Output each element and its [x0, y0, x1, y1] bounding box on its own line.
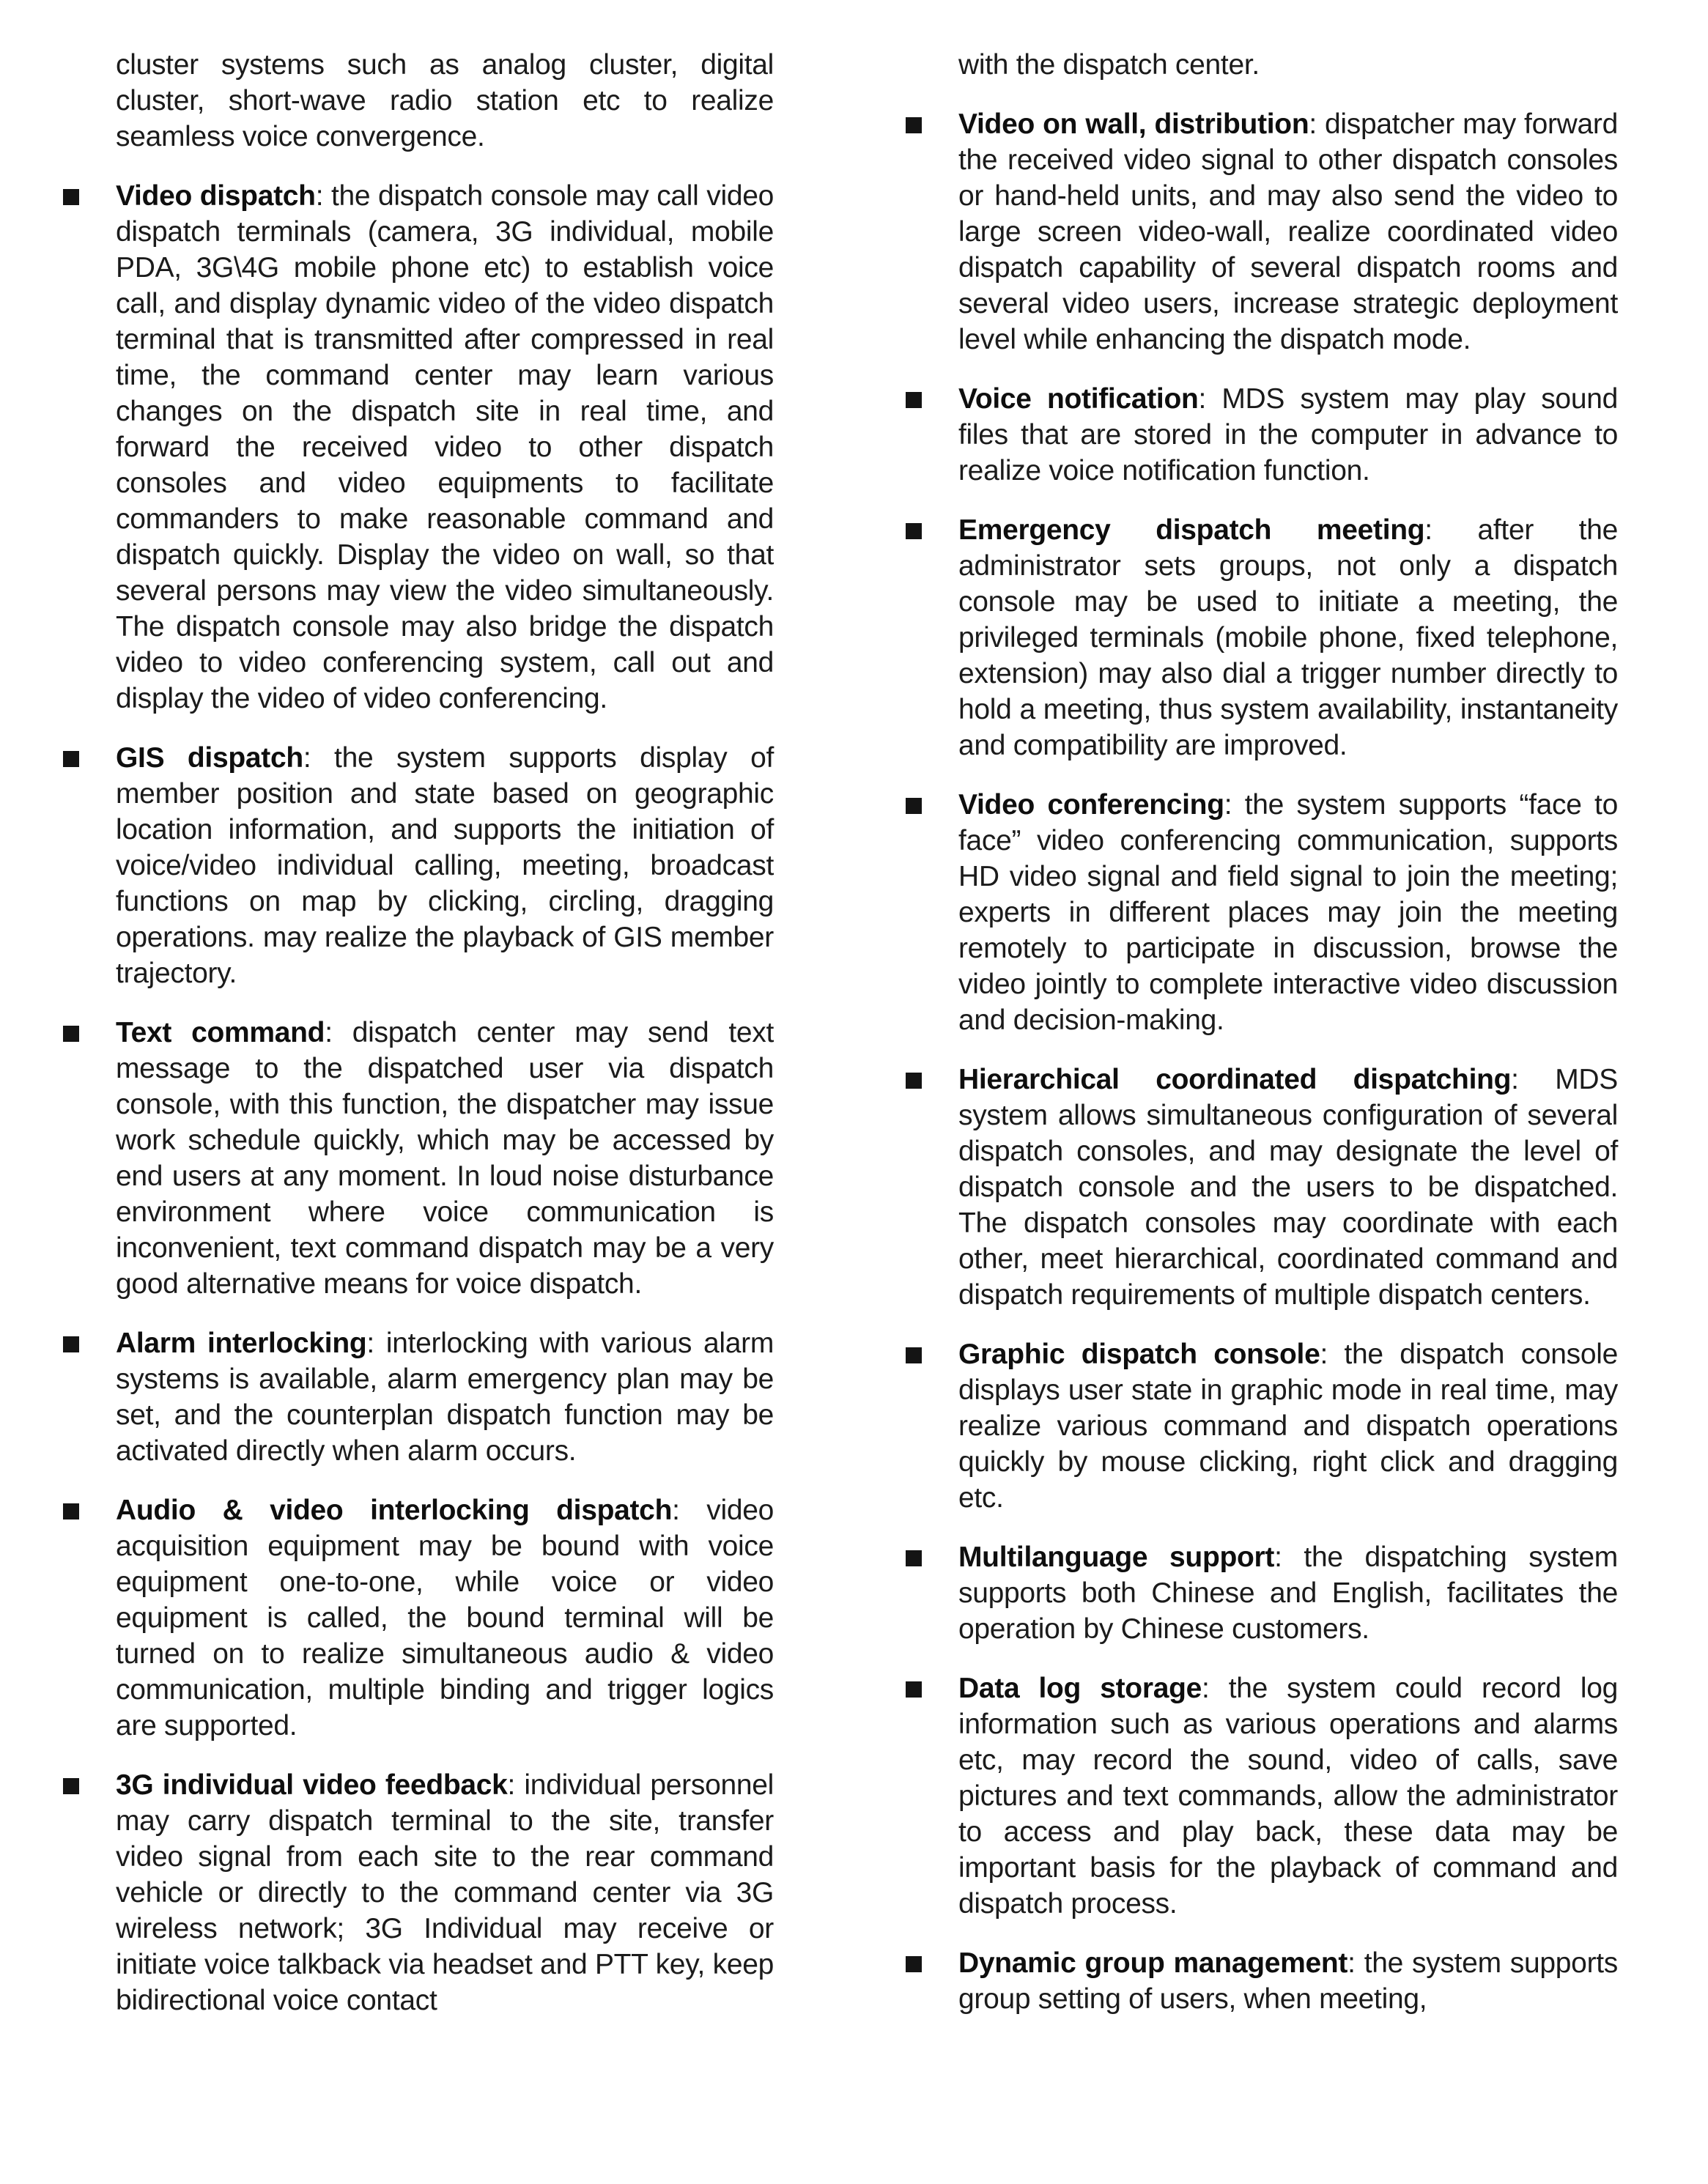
bullet-square-icon — [906, 1347, 922, 1363]
feature-body: : after the administrator sets groups, not only a dispatch console may be used to initiate a meeting, the privileged terminals (mobile phone, fixed telephone, extension) may also dial a trigger number directly to hold a meeting, thus system availability, instantaneity and compatibility are improved. — [958, 514, 1618, 761]
bullet-square-icon — [906, 798, 922, 814]
continuation-paragraph: cluster systems such as analog cluster, digital cluster, short-wave radio station etc to realize seamless voice convergence. — [116, 49, 774, 152]
feature-paragraph — [116, 1015, 774, 1302]
feature-item-text-command — [116, 1015, 774, 1302]
feature-title: Voice notification — [958, 383, 1199, 415]
feature-paragraph — [116, 178, 774, 717]
bullet-square-icon — [63, 751, 79, 767]
feature-body: : the dispatch console may call video dispatch terminals (camera, 3G individual, mobile PDA, 3G\4G mobile phone etc) to establish voice call, and display dynamic video of the video dispatch terminal that is transmitted after compressed in real time, the command center may learn various changes on the dispatch site in real time, and forward the received video to other dispatch consoles and video equipments to facilitate commanders to make reasonable command and dispatch quickly. Display the video on wall, so that several persons may view the video simultaneously. The dispatch console may also bridge the dispatch video to video conferencing system, call out and display the video of video conferencing. — [116, 180, 774, 714]
bullet-square-icon — [906, 1073, 922, 1089]
feature-paragraph — [116, 1492, 774, 1744]
bullet-square-icon — [63, 1503, 79, 1519]
feature-body: : MDS system may play sound files that are stored in the computer in advance to realize voice notification function. — [958, 383, 1618, 486]
feature-paragraph — [958, 1062, 1618, 1313]
feature-paragraph — [958, 381, 1618, 489]
right-column — [958, 47, 1618, 2017]
feature-item-data-log-storage — [958, 1670, 1618, 1922]
feature-item-video-on-wall — [958, 106, 1618, 358]
feature-body: : the dispatch console displays user state in graphic mode in real time, may realize various command and dispatch operations quickly by mouse clicking, right click and dragging etc. — [958, 1339, 1618, 1514]
feature-body: : individual personnel may carry dispatch terminal to the site, transfer video signal from each site to the rear command vehicle or directly to the command center via 3G wireless network; 3G Individual may receive or initiate voice talkback via headset and PTT key, keep bidirectional voice contact — [116, 1769, 774, 2016]
feature-item-video-conferencing — [958, 787, 1618, 1038]
feature-paragraph — [116, 1325, 774, 1469]
bullet-square-icon — [906, 1681, 922, 1698]
feature-item-emergency-dispatch-meeting — [958, 512, 1618, 763]
feature-title: Data log storage — [958, 1673, 1202, 1704]
feature-item-alarm-interlocking — [116, 1325, 774, 1469]
feature-title: Graphic dispatch console — [958, 1339, 1320, 1370]
continuation-paragraph: with the dispatch center. — [958, 49, 1260, 81]
feature-paragraph — [958, 1945, 1618, 2017]
bullet-square-icon — [906, 523, 922, 539]
feature-body: : interlocking with various alarm systems is available, alarm emergency plan may be set, and the counterplan dispatch function may be activated directly when alarm occurs. — [116, 1328, 774, 1467]
feature-paragraph — [958, 1336, 1618, 1516]
feature-title: GIS dispatch — [116, 742, 303, 774]
feature-title: Alarm interlocking — [116, 1328, 367, 1359]
bullet-square-icon — [906, 1956, 922, 1972]
feature-paragraph — [116, 740, 774, 991]
feature-item-graphic-dispatch-console — [958, 1336, 1618, 1516]
feature-paragraph — [958, 1670, 1618, 1922]
bullet-square-icon — [906, 1550, 922, 1566]
feature-item-voice-notification — [958, 381, 1618, 489]
feature-item-hierarchical-dispatching — [958, 1062, 1618, 1313]
feature-item-dynamic-group-management — [958, 1945, 1618, 2017]
feature-body: : video acquisition equipment may be bound with voice equipment one-to-one, while voice or video equipment is called, the bound terminal will be turned on to realize simultaneous audio & video communication, multiple binding and trigger logics are supported. — [116, 1495, 774, 1741]
feature-item-gis-dispatch — [116, 740, 774, 991]
bullet-square-icon — [63, 1778, 79, 1794]
feature-body: : dispatch center may send text message to the dispatched user via dispatch console, with this function, the dispatcher may issue work schedule quickly, which may be accessed by end users at any moment. In loud noise disturbance environment where voice communication is inconvenient, text command dispatch may be a very good alternative means for voice dispatch. — [116, 1017, 774, 1300]
feature-title: Emergency dispatch meeting — [958, 514, 1425, 546]
feature-title: Audio & video interlocking dispatch — [116, 1495, 673, 1526]
feature-title: Multilanguage support — [958, 1541, 1275, 1573]
feature-body: : the dispatching system supports both Chinese and English, facilitates the operation by Chinese customers. — [958, 1541, 1618, 1645]
feature-title: Hierarchical coordinated dispatching — [958, 1064, 1512, 1095]
feature-paragraph — [958, 512, 1618, 763]
feature-paragraph — [958, 787, 1618, 1038]
feature-paragraph — [958, 1539, 1618, 1647]
feature-item-video-dispatch — [116, 178, 774, 717]
bullet-square-icon — [63, 1336, 79, 1352]
feature-title: 3G individual video feedback — [116, 1769, 508, 1801]
feature-item-multilanguage-support — [958, 1539, 1618, 1647]
feature-paragraph — [116, 1767, 774, 2018]
feature-title: Text command — [116, 1017, 325, 1048]
feature-body: : the system could record log information such as various operations and alarms etc, may record the sound, video of calls, save pictures and text commands, allow the administrator to access and play back, these data may be important basis for the playback of command and dispatch process. — [958, 1673, 1618, 1920]
feature-body: : the system supports group setting of users, when meeting, — [958, 1947, 1618, 2015]
left-column — [116, 47, 774, 2018]
feature-title: Video on wall, distribution — [958, 108, 1309, 140]
feature-body: : the system supports “face to face” video conferencing communication, supports HD video signal and field signal to join the meeting; experts in different places may join the meeting remotely to participate in discussion, browse the video jointly to complete interactive video discussion and decision-making. — [958, 789, 1618, 1036]
bullet-square-icon — [63, 189, 79, 205]
bullet-square-icon — [63, 1026, 79, 1042]
feature-title: Video conferencing — [958, 789, 1224, 821]
feature-item-3g-video-feedback — [116, 1767, 774, 2018]
bullet-square-icon — [906, 117, 922, 133]
feature-body: : MDS system allows simultaneous configuration of several dispatch consoles, and may designate the level of dispatch console and the users to be dispatched. The dispatch consoles may coordinate with each other, meet hierarchical, coordinated command and dispatch requirements of multiple dispatch centers. — [958, 1064, 1618, 1311]
feature-body: : dispatcher may forward the received video signal to other dispatch consoles or hand-held units, and may also send the video to large screen video-wall, realize coordinated video dispatch capability of several dispatch rooms and several video users, increase strategic deployment level while enhancing the dispatch mode. — [958, 108, 1618, 355]
feature-title: Dynamic group management — [958, 1947, 1348, 1979]
feature-body: : the system supports display of member position and state based on geographic location information, and supports the initiation of voice/video individual calling, meeting, broadcast functions on map by clicking, circling, dragging operations. may realize the playback of GIS member trajectory. — [116, 742, 774, 989]
feature-title: Video dispatch — [116, 180, 316, 212]
feature-paragraph — [958, 106, 1618, 358]
bullet-square-icon — [906, 392, 922, 408]
feature-item-audio-video-interlocking — [116, 1492, 774, 1744]
